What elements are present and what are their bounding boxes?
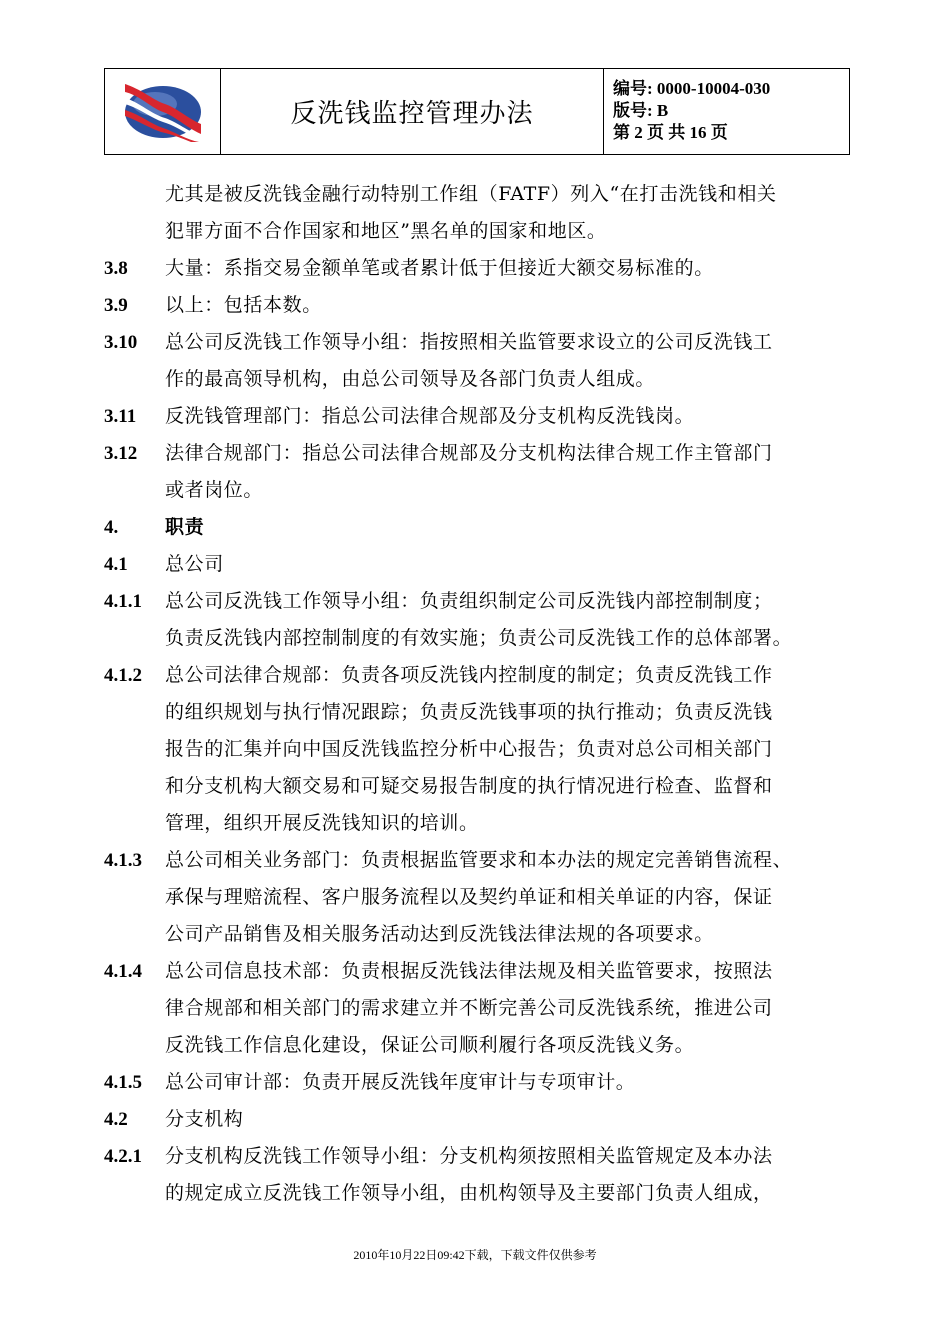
section-number: 4.1 — [104, 554, 128, 575]
text-line — [104, 287, 856, 324]
document-header — [104, 68, 850, 155]
section-number: 4.2 — [104, 1109, 128, 1130]
text-line — [104, 657, 856, 694]
line-text: 管理，组织开展反洗钱知识的培训。 — [165, 812, 479, 834]
text-line — [104, 1138, 856, 1175]
download-footer: 2010年10月22日09:42下载，下载文件仅供参考 — [353, 1248, 597, 1262]
line-text: 职责 — [165, 516, 205, 538]
section-number: 3.9 — [104, 295, 128, 316]
text-line — [104, 916, 856, 953]
text-line — [104, 583, 856, 620]
line-text: 总公司相关业务部门：负责根据监管要求和本办法的规定完善销售流程、 — [165, 849, 793, 871]
text-line — [104, 879, 856, 916]
line-text: 反洗钱管理部门：指总公司法律合规部及分支机构反洗钱岗。 — [165, 405, 695, 427]
document-title: 反洗钱监控管理办法 — [221, 69, 604, 154]
section-number: 4.1.5 — [104, 1072, 142, 1093]
text-line — [104, 990, 856, 1027]
section-number: 4.1.4 — [104, 961, 142, 982]
text-line — [104, 1101, 856, 1138]
text-line — [104, 953, 856, 990]
line-text: 分支机构 — [165, 1108, 244, 1130]
text-line — [104, 509, 856, 546]
line-text: 总公司法律合规部：负责各项反洗钱内控制度的制定；负责反洗钱工作 — [165, 664, 773, 686]
text-line — [104, 176, 856, 213]
line-text: 反洗钱工作信息化建设，保证公司顺利履行各项反洗钱义务。 — [165, 1034, 695, 1056]
line-text: 分支机构反洗钱工作领导小组：分支机构须按照相关监管规定及本办法 — [165, 1145, 773, 1167]
text-line — [104, 1027, 856, 1064]
line-text: 报告的汇集并向中国反洗钱监控分析中心报告；负责对总公司相关部门 — [165, 738, 773, 760]
line-text: 的规定成立反洗钱工作领导小组，由机构领导及主要部门负责人组成， — [165, 1182, 773, 1204]
line-text: 和分支机构大额交易和可疑交易报告制度的执行情况进行检查、监督和 — [165, 775, 773, 797]
line-text: 尤其是被反洗钱金融行动特别工作组（FATF）列入“在打击洗钱和相关 — [165, 183, 777, 205]
line-text: 公司产品销售及相关服务活动达到反洗钱法律法规的各项要求。 — [165, 923, 714, 945]
text-line — [104, 250, 856, 287]
section-number: 4. — [104, 517, 119, 538]
line-text: 或者岗位。 — [165, 479, 264, 501]
section-number: 3.10 — [104, 332, 138, 353]
page-indicator: 第 2 页 共 16 页 — [613, 123, 728, 142]
line-text: 法律合规部门：指总公司法律合规部及分支机构法律合规工作主管部门 — [165, 442, 773, 464]
line-text: 总公司信息技术部：负责根据反洗钱法律法规及相关监管要求，按照法 — [165, 960, 773, 982]
line-text: 以上：包括本数。 — [165, 294, 322, 316]
line-text: 作的最高领导机构，由总公司领导及各部门负责人组成。 — [165, 368, 656, 390]
company-logo — [105, 69, 221, 154]
section-number: 4.1.1 — [104, 591, 142, 612]
text-line — [104, 842, 856, 879]
section-number: 3.12 — [104, 443, 138, 464]
section-number: 4.1.3 — [104, 850, 142, 871]
text-line — [104, 1175, 856, 1212]
section-number: 3.8 — [104, 258, 128, 279]
document-body — [104, 176, 856, 1212]
text-line — [104, 361, 856, 398]
line-text: 大量：系指交易金额单笔或者累计低于但接近大额交易标准的。 — [165, 257, 714, 279]
line-text: 负责反洗钱内部控制制度的有效实施；负责公司反洗钱工作的总体部署。 — [165, 627, 793, 649]
text-line — [104, 546, 856, 583]
text-line — [104, 213, 856, 250]
section-number: 3.11 — [104, 406, 137, 427]
text-line — [104, 620, 856, 657]
text-line — [104, 731, 856, 768]
line-text: 犯罪方面不合作国家和地区”黑名单的国家和地区。 — [165, 220, 607, 242]
line-text: 律合规部和相关部门的需求建立并不断完善公司反洗钱系统，推进公司 — [165, 997, 773, 1019]
line-text: 承保与理赔流程、客户服务流程以及契约单证和相关单证的内容，保证 — [165, 886, 773, 908]
line-text: 总公司反洗钱工作领导小组：指按照相关监管要求设立的公司反洗钱工 — [165, 331, 773, 353]
line-text: 总公司反洗钱工作领导小组：负责组织制定公司反洗钱内部控制制度； — [165, 590, 773, 612]
text-line — [104, 805, 856, 842]
logo-icon — [121, 82, 205, 142]
text-line — [104, 1064, 856, 1101]
line-text: 总公司审计部：负责开展反洗钱年度审计与专项审计。 — [165, 1071, 636, 1093]
text-line — [104, 398, 856, 435]
section-number: 4.1.2 — [104, 665, 142, 686]
section-number: 4.2.1 — [104, 1146, 142, 1167]
document-version: 版号: B — [613, 101, 669, 120]
text-line — [104, 324, 856, 361]
text-line — [104, 472, 856, 509]
document-number: 编号: 0000-10004-030 — [613, 79, 771, 98]
line-text: 的组织规划与执行情况跟踪；负责反洗钱事项的执行推动；负责反洗钱 — [165, 701, 773, 723]
document-meta — [604, 69, 849, 154]
text-line — [104, 694, 856, 731]
line-text: 总公司 — [165, 553, 224, 575]
text-line — [104, 768, 856, 805]
text-line — [104, 435, 856, 472]
